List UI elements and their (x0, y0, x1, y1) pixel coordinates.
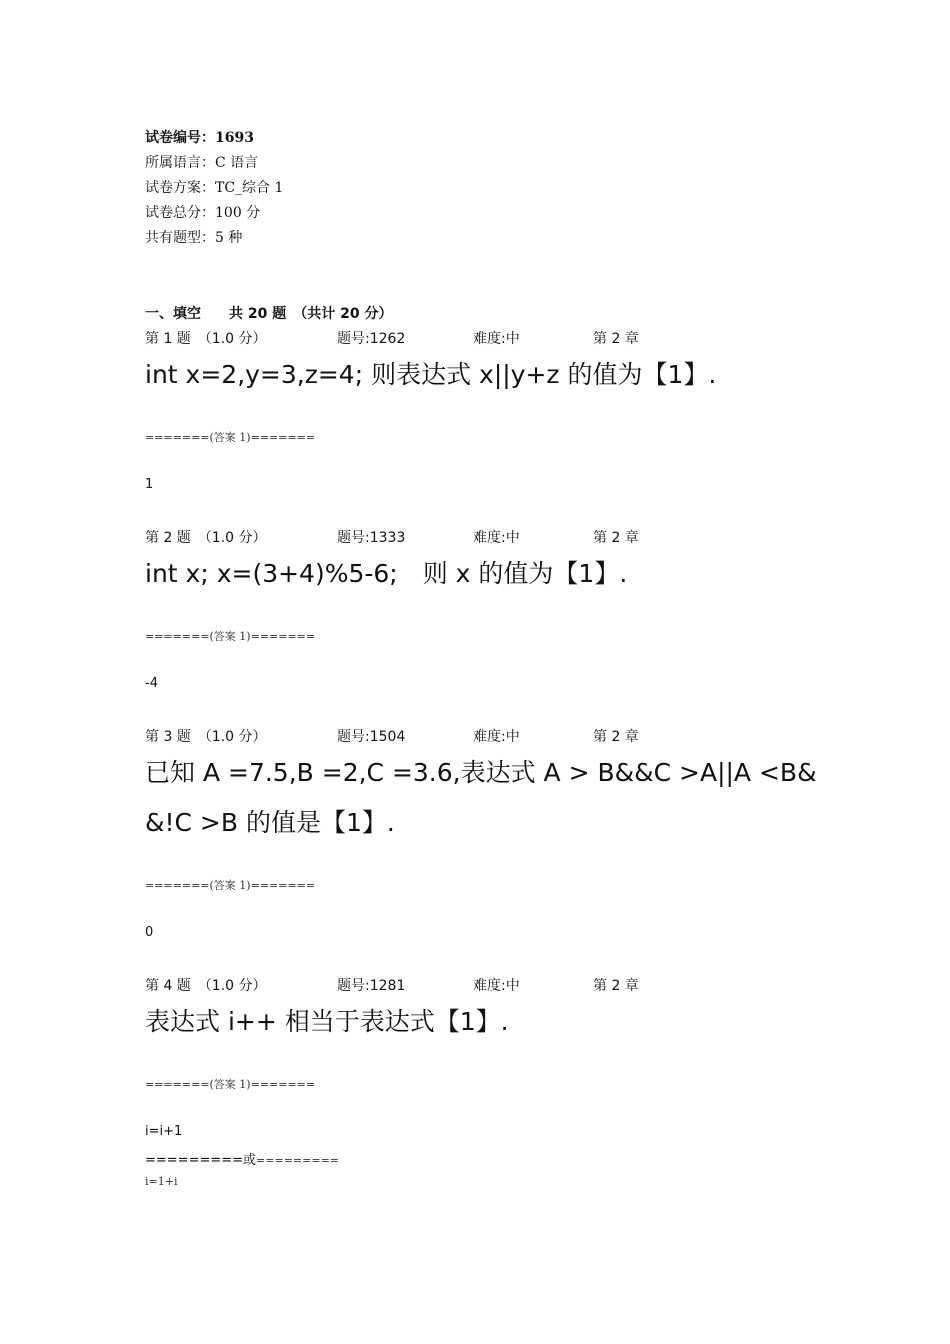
question-index: 第 4 题 （1.0 分） (145, 978, 267, 994)
question-difficulty: 难度:中 (473, 729, 520, 745)
question-difficulty: 难度:中 (473, 978, 520, 994)
answer-separator: =======(答案 1)======= (145, 630, 316, 643)
paper-number: 试卷编号：1693 (145, 130, 254, 146)
answer-separator: =======(答案 1)======= (145, 431, 316, 444)
answer-separator: =======(答案 1)======= (145, 879, 316, 892)
question-index: 第 2 题 （1.0 分） (145, 530, 267, 546)
question-index: 第 1 题 （1.0 分） (145, 331, 267, 347)
answer-value: i=i+1 (145, 1124, 183, 1139)
question-text: 表达式 i++ 相当于表达式【1】. (145, 1007, 509, 1036)
question-header (145, 527, 705, 545)
alt-separator-right: ========= (256, 1154, 339, 1167)
question-header (145, 328, 705, 346)
alternative-answer-separator (145, 1149, 339, 1168)
paper-total-score: 试卷总分：100 分 (145, 205, 261, 221)
question-text: 已知 A =7.5,B =2,C =3.6,表达式 A > B&&C >A||A <B& (145, 758, 817, 787)
answer-value: 0 (145, 925, 154, 940)
question-difficulty: 难度:中 (473, 530, 520, 546)
paper-scheme: 试卷方案：TC_综合 1 (145, 180, 284, 196)
question-id: 题号:1504 (337, 729, 406, 745)
alt-separator-left: =========或 (145, 1153, 257, 1168)
answer-value: 1 (145, 477, 154, 492)
question-id: 题号:1281 (337, 978, 406, 994)
question-difficulty: 难度:中 (473, 331, 520, 347)
alternative-answer-value: i=1+i (145, 1175, 178, 1188)
question-header (145, 975, 705, 993)
question-chapter: 第 2 章 (593, 729, 639, 745)
answer-separator: =======(答案 1)======= (145, 1078, 316, 1091)
answer-value: -4 (145, 676, 158, 691)
question-chapter: 第 2 章 (593, 978, 639, 994)
question-text: &!C >B 的值是【1】. (145, 808, 395, 837)
question-id: 题号:1333 (337, 530, 406, 546)
paper-language: 所属语言：C 语言 (145, 155, 259, 171)
question-id: 题号:1262 (337, 331, 406, 347)
paper-question-types: 共有题型：5 种 (145, 230, 243, 246)
question-text: int x; x=(3+4)%5-6; 则 x 的值为【1】. (145, 559, 628, 588)
section-title: 一、填空 共 20 题 （共计 20 分） (145, 306, 393, 322)
question-chapter: 第 2 章 (593, 530, 639, 546)
question-text: int x=2,y=3,z=4; 则表达式 x||y+z 的值为【1】. (145, 360, 717, 389)
question-index: 第 3 题 （1.0 分） (145, 729, 267, 745)
question-chapter: 第 2 章 (593, 331, 639, 347)
question-header (145, 726, 705, 744)
